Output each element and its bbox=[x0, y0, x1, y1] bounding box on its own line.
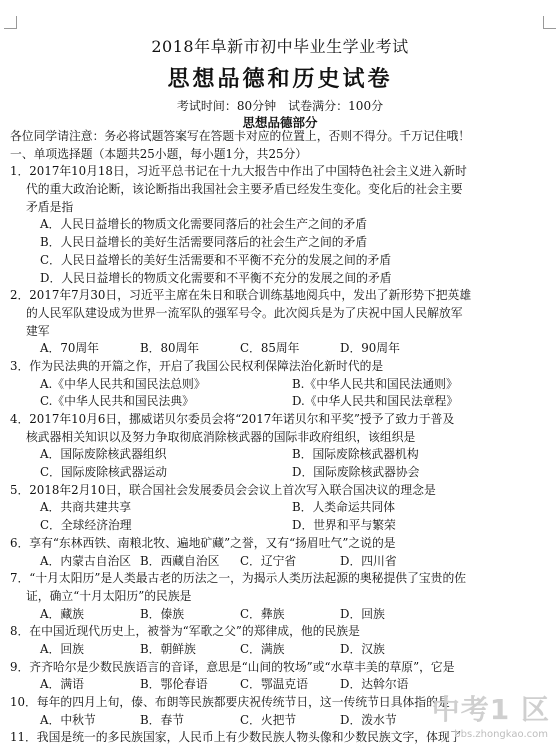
options-row bbox=[10, 553, 548, 571]
option-d: D．回族 bbox=[340, 606, 385, 621]
question-stem: 6．享有“东林西铁、南粮北牧、遍地矿藏”之誉，又有“扬眉吐气”之说的是 bbox=[10, 535, 396, 550]
question-6 bbox=[10, 535, 548, 570]
option-d: D．四川省 bbox=[340, 553, 397, 568]
question-1 bbox=[10, 163, 548, 287]
option-a: A．人民日益增长的物质文化需要同落后的社会生产之间的矛盾 bbox=[40, 217, 368, 232]
option-b: B．国际废除核武器机构 bbox=[292, 447, 419, 462]
question-stem: 的人民军队建设成为世界一流军队的强军号令。此次阅兵是为了庆祝中国人民解放军 bbox=[26, 305, 463, 320]
option-d: D．泼水节 bbox=[340, 712, 397, 727]
question-stem: 1．2017年10月18日，习近平总书记在十九大报告中作出了中国特色社会主义进入新时 bbox=[10, 164, 467, 179]
watermark-url: bbs.zhongkao.com bbox=[454, 729, 548, 740]
option-c: C．辽宁省 bbox=[240, 553, 297, 568]
option-c: C.《中华人民共和国民法典》 bbox=[40, 394, 194, 409]
options-row bbox=[10, 464, 548, 482]
options-row bbox=[10, 376, 548, 394]
options-row bbox=[10, 393, 548, 411]
notice: 各位同学请注意：务必将试题答案写在答题卡对应的位置上，否则不得分。千万记住哦！ bbox=[10, 129, 471, 143]
exam-title: 2018年阜新市初中毕业生学业考试 bbox=[151, 37, 409, 56]
question-2 bbox=[10, 287, 548, 358]
options-row bbox=[10, 517, 548, 535]
question-stem: 代的重大政治论断，该论断指出我国社会主要矛盾已经发生变化。变化后的社会主要 bbox=[26, 182, 463, 197]
question-stem: 矛盾是指 bbox=[26, 199, 74, 214]
exam-body bbox=[10, 128, 548, 747]
crop-mark-top-left bbox=[4, 16, 17, 29]
question-stem: 3．作为民法典的开篇之作，开启了我国公民权利保障法治化新时代的是 bbox=[10, 358, 384, 373]
watermark-logo: 中考1 区 bbox=[431, 693, 550, 726]
option-c: C．全球经济治理 bbox=[40, 518, 132, 533]
option-a: A．共商共建共享 bbox=[40, 500, 132, 515]
option-b: B．人民日益增长的美好生活需要同落后的社会生产之间的矛盾 bbox=[40, 235, 368, 250]
option-b: B．鄂伦春语 bbox=[140, 677, 208, 692]
option-d: D．汉族 bbox=[340, 641, 385, 656]
option-a: A．满语 bbox=[40, 677, 84, 692]
question-3 bbox=[10, 358, 548, 411]
option-d: D．国际废除核武器协会 bbox=[292, 465, 420, 480]
option-b: B．傣族 bbox=[140, 606, 185, 621]
option-b: B．80周年 bbox=[140, 341, 200, 356]
option-b: B．春节 bbox=[140, 712, 185, 727]
option-b: B．朝鲜族 bbox=[140, 641, 196, 656]
question-8 bbox=[10, 623, 548, 658]
option-d: D．达斡尔语 bbox=[340, 677, 409, 692]
question-7 bbox=[10, 570, 548, 623]
question-stem: 11．我国是统一的多民族国家，人民币上有少数民族人物头像和少数民族文字，体现了 bbox=[10, 730, 462, 745]
option-c: C．彝族 bbox=[240, 606, 285, 621]
options-row bbox=[10, 641, 548, 659]
options-row bbox=[10, 499, 548, 517]
question-5 bbox=[10, 482, 548, 535]
option-d: D.《中华人民共和国民法章程》 bbox=[292, 394, 459, 409]
question-stem: 建军 bbox=[26, 323, 50, 338]
option-a: A．70周年 bbox=[40, 341, 99, 356]
option-c: C．鄂温克语 bbox=[240, 677, 309, 692]
option-a: A．回族 bbox=[40, 641, 84, 656]
paper-title: 思想品德和历史试卷 bbox=[167, 66, 393, 92]
option-c: C．满族 bbox=[240, 641, 285, 656]
options-row bbox=[10, 606, 548, 624]
option-c: C．国际废除核武器运动 bbox=[40, 465, 167, 480]
option-c: C．火把节 bbox=[240, 712, 297, 727]
question-stem: 7．“十月太阳历”是人类最古老的历法之一，为揭示人类历法起源的奥秘提供了宝贵的佐 bbox=[10, 571, 467, 586]
question-stem: 5．2018年2月10日，联合国社会发展委员会会议上首次写入联合国决议的理念是 bbox=[10, 482, 436, 497]
option-c: C．85周年 bbox=[240, 341, 300, 356]
section-heading: 一、单项选择题（本题共25小题，每小题1分，共25分） bbox=[10, 146, 308, 161]
part-title: 思想品德部分 bbox=[242, 115, 318, 130]
question-4 bbox=[10, 411, 548, 482]
crop-mark-top-right bbox=[543, 16, 556, 29]
exam-info: 考试时间：80分钟 试卷满分：100分 bbox=[176, 99, 384, 113]
option-a: A．内蒙古自治区 bbox=[40, 553, 132, 568]
option-c: C．人民日益增长的美好生活需要和不平衡不充分的发展之间的矛盾 bbox=[40, 252, 392, 267]
option-d: D．人民日益增长的物质文化需要和不平衡不充分的发展之间的矛盾 bbox=[40, 270, 392, 285]
question-stem: 证，确立“十月太阳历”的民族是 bbox=[26, 588, 192, 603]
question-stem: 4．2017年10月6日，挪威诺贝尔委员会将“2017年诺贝尔和平奖”授予了致力于普及 bbox=[10, 412, 455, 426]
option-b: B.《中华人民共和国民法通则》 bbox=[292, 376, 458, 391]
option-b: B．西藏自治区 bbox=[140, 553, 220, 568]
option-b: B．人类命运共同体 bbox=[292, 500, 396, 515]
options-row bbox=[10, 340, 548, 358]
option-a: A．国际废除核武器组织 bbox=[40, 447, 167, 462]
question-stem: 9．齐齐哈尔是少数民族语言的音译，意思是“山间的牧场”或“水草丰美的草原”，它是 bbox=[10, 659, 455, 674]
question-stem: 8．在中国近现代历史上，被誉为“军歌之父”的郑律成，他的民族是 bbox=[10, 624, 360, 639]
options-row bbox=[10, 446, 548, 464]
question-stem: 核武器相关知识以及努力争取彻底消除核武器的国际非政府组织，该组织是 bbox=[26, 429, 416, 444]
question-stem: 10．每年的四月上旬，傣、布朗等民族都要庆祝传统节日，这一传统节日具体指的是 bbox=[10, 695, 450, 709]
option-a: A．中秋节 bbox=[40, 712, 96, 727]
question-stem: 2．2017年7月30日，习近平主席在朱日和联合训练基地阅兵中，发出了新形势下把英雄 bbox=[10, 288, 472, 303]
option-d: D．90周年 bbox=[340, 341, 400, 356]
option-a: A．藏族 bbox=[40, 606, 84, 621]
option-a: A.《中华人民共和国民法总则》 bbox=[40, 376, 206, 391]
option-d: D．世界和平与繁荣 bbox=[292, 518, 396, 533]
